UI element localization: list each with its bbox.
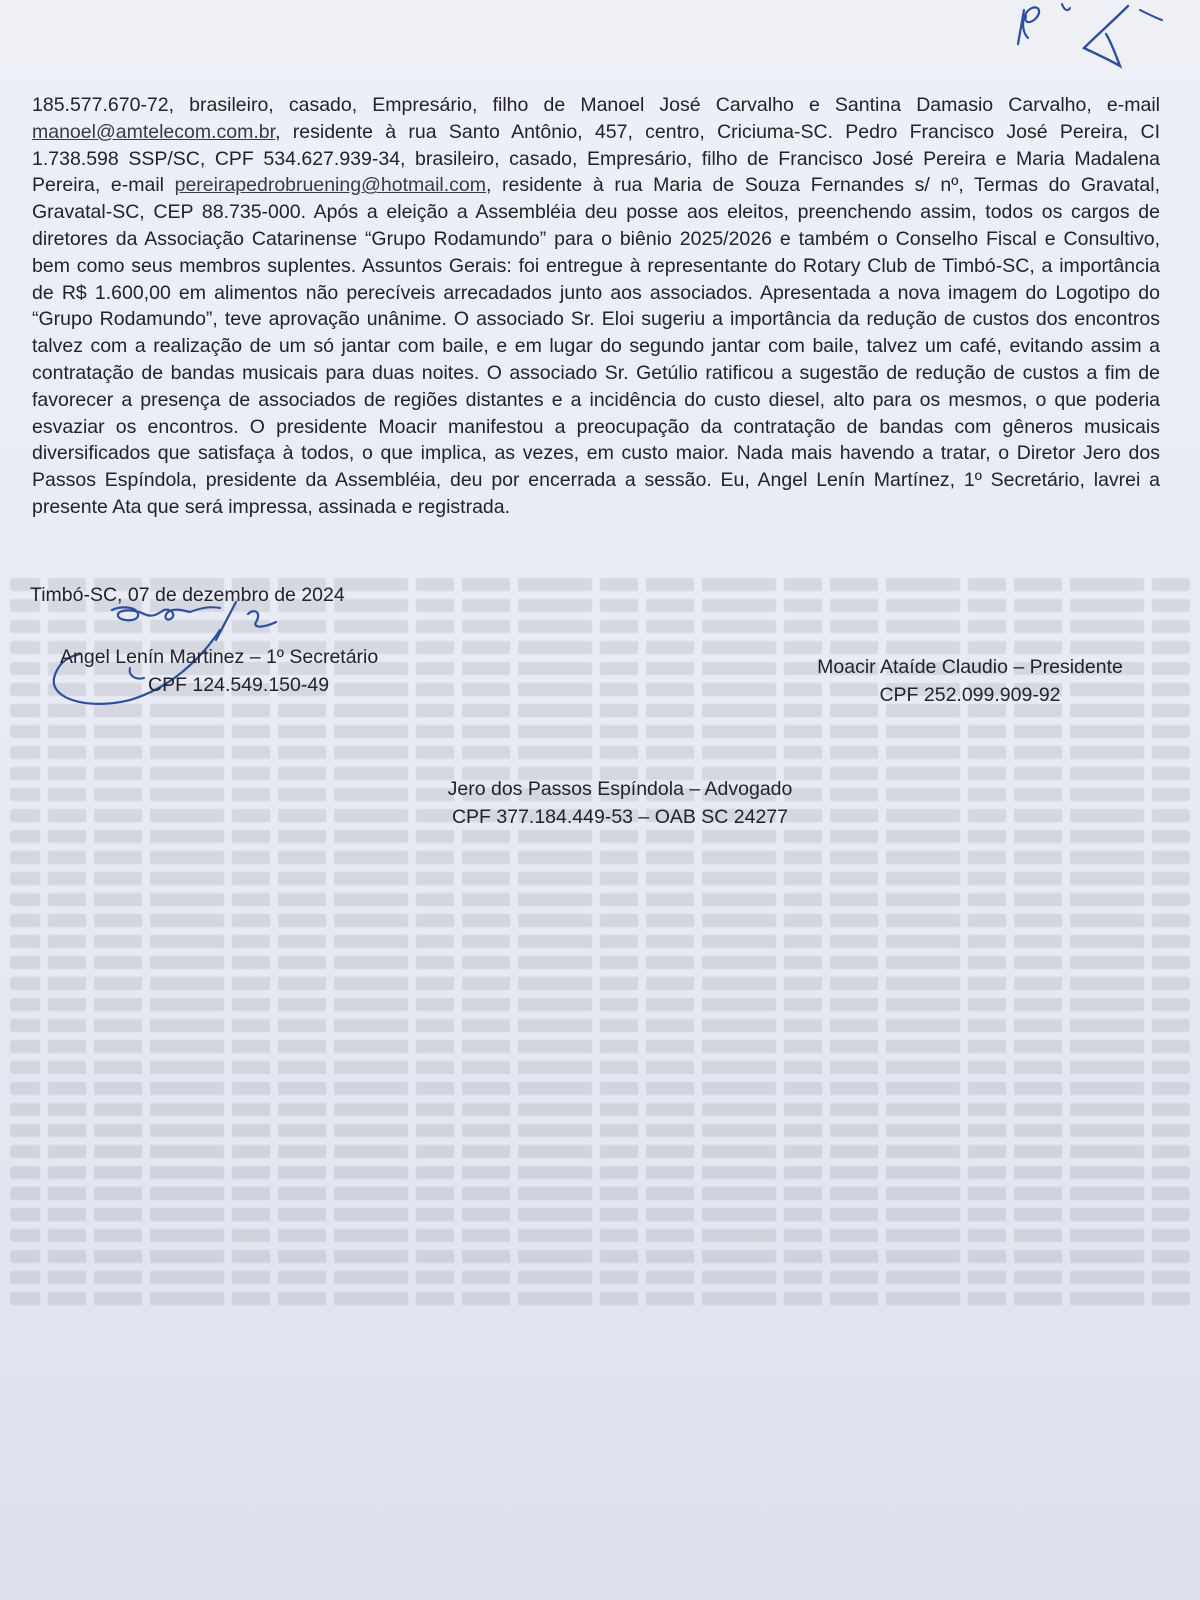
body-segment: 185.577.670-72, brasileiro, casado, Empresário, filho de Manoel José Carvalho e Santina Damasio Carvalho, e-mail (32, 94, 1160, 116)
lawyer-name-role: Jero dos Passos Espíndola – Advogado (447, 778, 793, 800)
email-link-pedro[interactable]: pereirapedrobruening@hotmail.com (174, 174, 486, 197)
secretary-signature-block (60, 643, 430, 699)
president-name-role: Moacir Ataíde Claudio – Presidente (817, 656, 1123, 678)
body-segment: , residente à rua Santo Antônio, 457, centro, Criciuma-SC. Pedro Francisco José Pereira, CI 1.738.598 SSP/SC, CPF 534.627.939-34, brasileiro, casado, Empresário, filho de Francisco José Pereira e Maria Madalena Pereira, e-mail (32, 120, 1160, 197)
email-link-manoel[interactable]: manoel@amtelecom.com.br (32, 120, 276, 143)
handwritten-initials-icon (1010, 0, 1180, 75)
president-cpf: CPF 252.099.909-92 (879, 684, 1061, 706)
secretary-cpf: CPF 124.549.150-49 (148, 674, 330, 696)
bleed-through-text (10, 570, 1190, 1600)
lawyer-signature-block (400, 775, 840, 831)
body-segment: , residente à rua Maria de Souza Fernandes s/ nº, Termas do Gravatal, Gravatal-SC, CEP 88.735-000. Após a eleição a Assembléia deu posse aos eleitos, preenchendo assim, todos os cargos de diretores da Associação Catarinense “Grupo Rodamundo” para o biênio 2025/2026 e também o Conselho Fiscal e Consultivo, bem como seus membros suplentes. Assuntos Gerais: foi entregue à representante do Rotary Club de Timbó-SC, a importância de R$ 1.600,00 em alimentos não perecíveis arrecadados junto aos associados. Apresentada a nova imagem do Logotipo do “Grupo Rodamundo”, teve aprovação unânime. O associado Sr. Eloi sugeriu a importância da redução de custos dos encontros talvez com a realização de um só jantar com baile, e em lugar do segundo jantar com baile, talvez um café, evitando assim a contratação de bandas musicais para duas noites. O associado Sr. Getúlio ratificou a sugestão de redução de custos a fim de favorecer a presença de associados de regiões distantes e a incidência do custo diesel, alto para os mesmos, o que poderia esvaziar os encontros. O presidente Moacir manifestou a preocupação da contratação de bandas com gêneros musicais diversificados que satisfaça à todos, o que implica, as vezes, em custo maior. Nada mais havendo a tratar, o Diretor Jero dos Passos Espíndola, presidente da Assembléia, deu por encerrada a sessão. Eu, Angel Lenín Martínez, 1º Secretário, lavrei a presente Ata que será impressa, assinada e registrada. (32, 174, 1160, 518)
president-signature-block (780, 653, 1160, 709)
place-date: Timbó-SC, 07 de dezembro de 2024 (30, 584, 345, 606)
secretary-name-role: Angel Lenín Martinez – 1º Secretário (60, 646, 379, 668)
minutes-body-text (32, 92, 1160, 521)
lawyer-cpf: CPF 377.184.449-53 – OAB SC 24277 (451, 806, 789, 828)
